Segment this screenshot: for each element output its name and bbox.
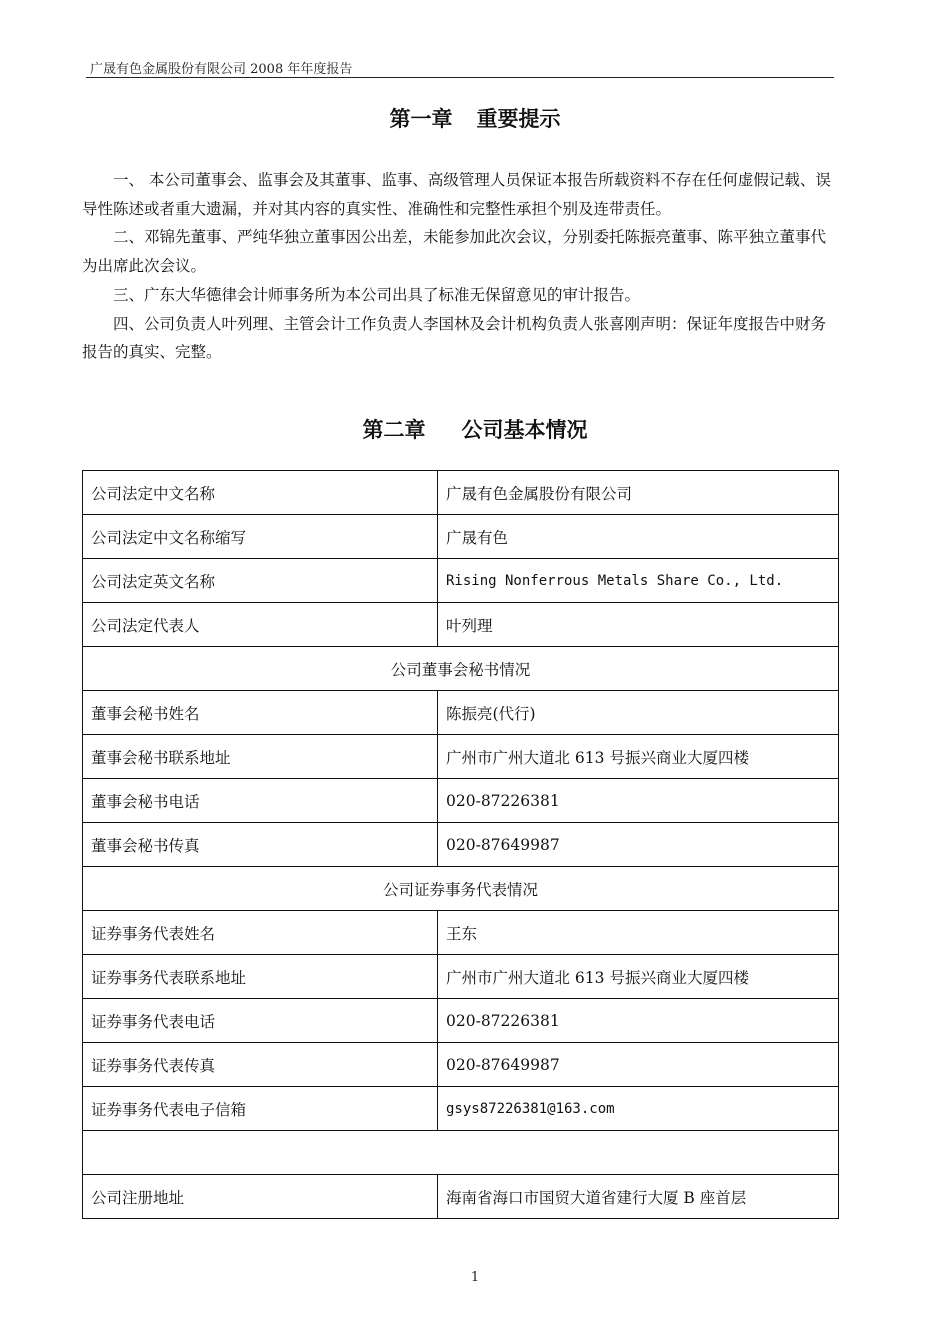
table-row (83, 911, 839, 955)
important-notice-paragraphs (82, 166, 834, 367)
table-cell-value: 020-87649987 (438, 1043, 839, 1087)
table-section-header (83, 1131, 839, 1175)
table-cell-label: 公司注册地址 (83, 1175, 438, 1219)
chapter-1-heading (0, 103, 950, 133)
table-row (83, 515, 839, 559)
chapter-2-title: 公司基本情况 (461, 418, 588, 442)
table-row (83, 559, 839, 603)
table-row (83, 1175, 839, 1219)
table-cell-value: 广晟有色 (438, 515, 839, 559)
table-cell-label: 董事会秘书电话 (83, 779, 438, 823)
table-row (83, 955, 839, 999)
notice-paragraph-3: 三、广东大华德律会计师事务所为本公司出具了标准无保留意见的审计报告。 (113, 285, 641, 304)
table-cell-label: 证券事务代表传真 (83, 1043, 438, 1087)
table-section-header: 公司董事会秘书情况 (83, 647, 839, 691)
table-cell-value: 叶列理 (438, 603, 839, 647)
table-cell-label: 公司法定中文名称 (83, 471, 438, 515)
notice-paragraph-1: 一、 本公司董事会、监事会及其董事、监事、高级管理人员保证本报告所载资料不存在任何虚假记载、误导性陈述或者重大遗漏，并对其内容的真实性、准确性和完整性承担个别及连带责任。 (82, 171, 831, 218)
table-row (83, 1131, 839, 1175)
table-cell-value: 王东 (438, 911, 839, 955)
chapter-2-number: 第二章 (362, 418, 426, 442)
table-row (83, 735, 839, 779)
table-row (83, 691, 839, 735)
table-row (83, 823, 839, 867)
table-cell-label: 董事会秘书姓名 (83, 691, 438, 735)
table-cell-value: 020-87226381 (438, 999, 839, 1043)
table-cell-label: 董事会秘书传真 (83, 823, 438, 867)
header-divider (86, 77, 834, 78)
table-row (83, 1043, 839, 1087)
table-cell-value: 广州市广州大道北 613 号振兴商业大厦四楼 (438, 955, 839, 999)
notice-paragraph-2: 二、邓锦先董事、严纯华独立董事因公出差，未能参加此次会议，分别委托陈振亮董事、陈平独立董事代为出席此次会议。 (82, 228, 827, 276)
table-row (83, 999, 839, 1043)
table-cell-value: 陈振亮(代行) (438, 691, 839, 735)
table-cell-value: 海南省海口市国贸大道省建行大厦 B 座首层 (438, 1175, 839, 1219)
company-info-table (82, 470, 839, 1219)
table-cell-value: gsys87226381@163.com (438, 1087, 839, 1131)
page-number: 1 (470, 1270, 480, 1285)
table-cell-value: Rising Nonferrous Metals Share Co., Ltd. (438, 559, 839, 603)
table-row (83, 647, 839, 691)
table-cell-label: 董事会秘书联系地址 (83, 735, 438, 779)
table-cell-label: 公司法定中文名称缩写 (83, 515, 438, 559)
table-cell-label: 证券事务代表电子信箱 (83, 1087, 438, 1131)
chapter-1-number: 第一章 (389, 107, 453, 131)
table-cell-label: 证券事务代表姓名 (83, 911, 438, 955)
chapter-2-heading (0, 414, 950, 444)
page-header-title: 广晟有色金属股份有限公司 2008 年年度报告 (90, 62, 353, 77)
table-cell-value: 广州市广州大道北 613 号振兴商业大厦四楼 (438, 735, 839, 779)
table-cell-value: 广晟有色金属股份有限公司 (438, 471, 839, 515)
table-cell-label: 证券事务代表联系地址 (83, 955, 438, 999)
table-section-header: 公司证券事务代表情况 (83, 867, 839, 911)
notice-paragraph-4: 四、公司负责人叶列理、主管会计工作负责人李国林及会计机构负责人张喜刚声明：保证年度报告中财务报告的真实、完整。 (82, 314, 827, 362)
table-cell-label: 公司法定英文名称 (83, 559, 438, 603)
chapter-1-title: 重要提示 (476, 107, 561, 131)
table-row (83, 603, 839, 647)
table-row (83, 779, 839, 823)
table-row (83, 867, 839, 911)
table-row (83, 471, 839, 515)
table-cell-label: 证券事务代表电话 (83, 999, 438, 1043)
table-row (83, 1087, 839, 1131)
table-cell-value: 020-87226381 (438, 779, 839, 823)
table-cell-value: 020-87649987 (438, 823, 839, 867)
table-cell-label: 公司法定代表人 (83, 603, 438, 647)
